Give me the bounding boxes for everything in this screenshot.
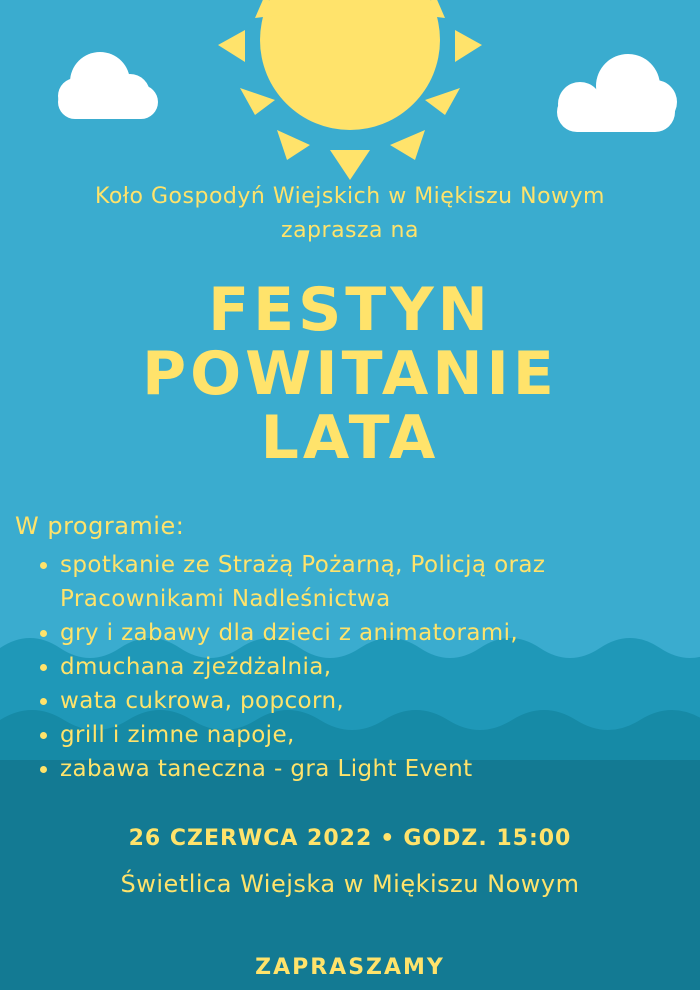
organizer-name: Koło Gospodyń Wiejskich w Miękiszu Nowym: [95, 184, 605, 209]
program-list: [38, 548, 688, 786]
title-line-1: FESTYN: [208, 275, 492, 345]
event-title: [0, 275, 700, 473]
program-item: gry i zabawy dla dzieci z animatorami,: [38, 616, 688, 650]
program-heading: W programie:: [15, 512, 185, 540]
event-time: GODZ. 15:00: [403, 826, 572, 851]
program-item: zabawa taneczna - gra Light Event: [38, 752, 688, 786]
event-datetime: [0, 826, 700, 851]
event-venue: Świetlica Wiejska w Miękiszu Nowym: [120, 870, 580, 898]
program-item: wata cukrowa, popcorn,: [38, 684, 688, 718]
organizer-block: [0, 180, 700, 248]
program-item: dmuchana zjeżdżalnia,: [38, 650, 688, 684]
closing-invitation: ZAPRASZAMY: [255, 955, 445, 980]
program-item: spotkanie ze Strażą Pożarną, Policją oraz Pracownikami Nadleśnictwa: [38, 548, 688, 616]
date-separator: •: [380, 826, 396, 851]
organizer-invite: zaprasza na: [281, 218, 419, 243]
title-line-2: POWITANIE: [142, 339, 558, 409]
title-line-3: LATA: [260, 403, 440, 473]
event-date: 26 CZERWCA 2022: [128, 826, 373, 851]
program-item: grill i zimne napoje,: [38, 718, 688, 752]
